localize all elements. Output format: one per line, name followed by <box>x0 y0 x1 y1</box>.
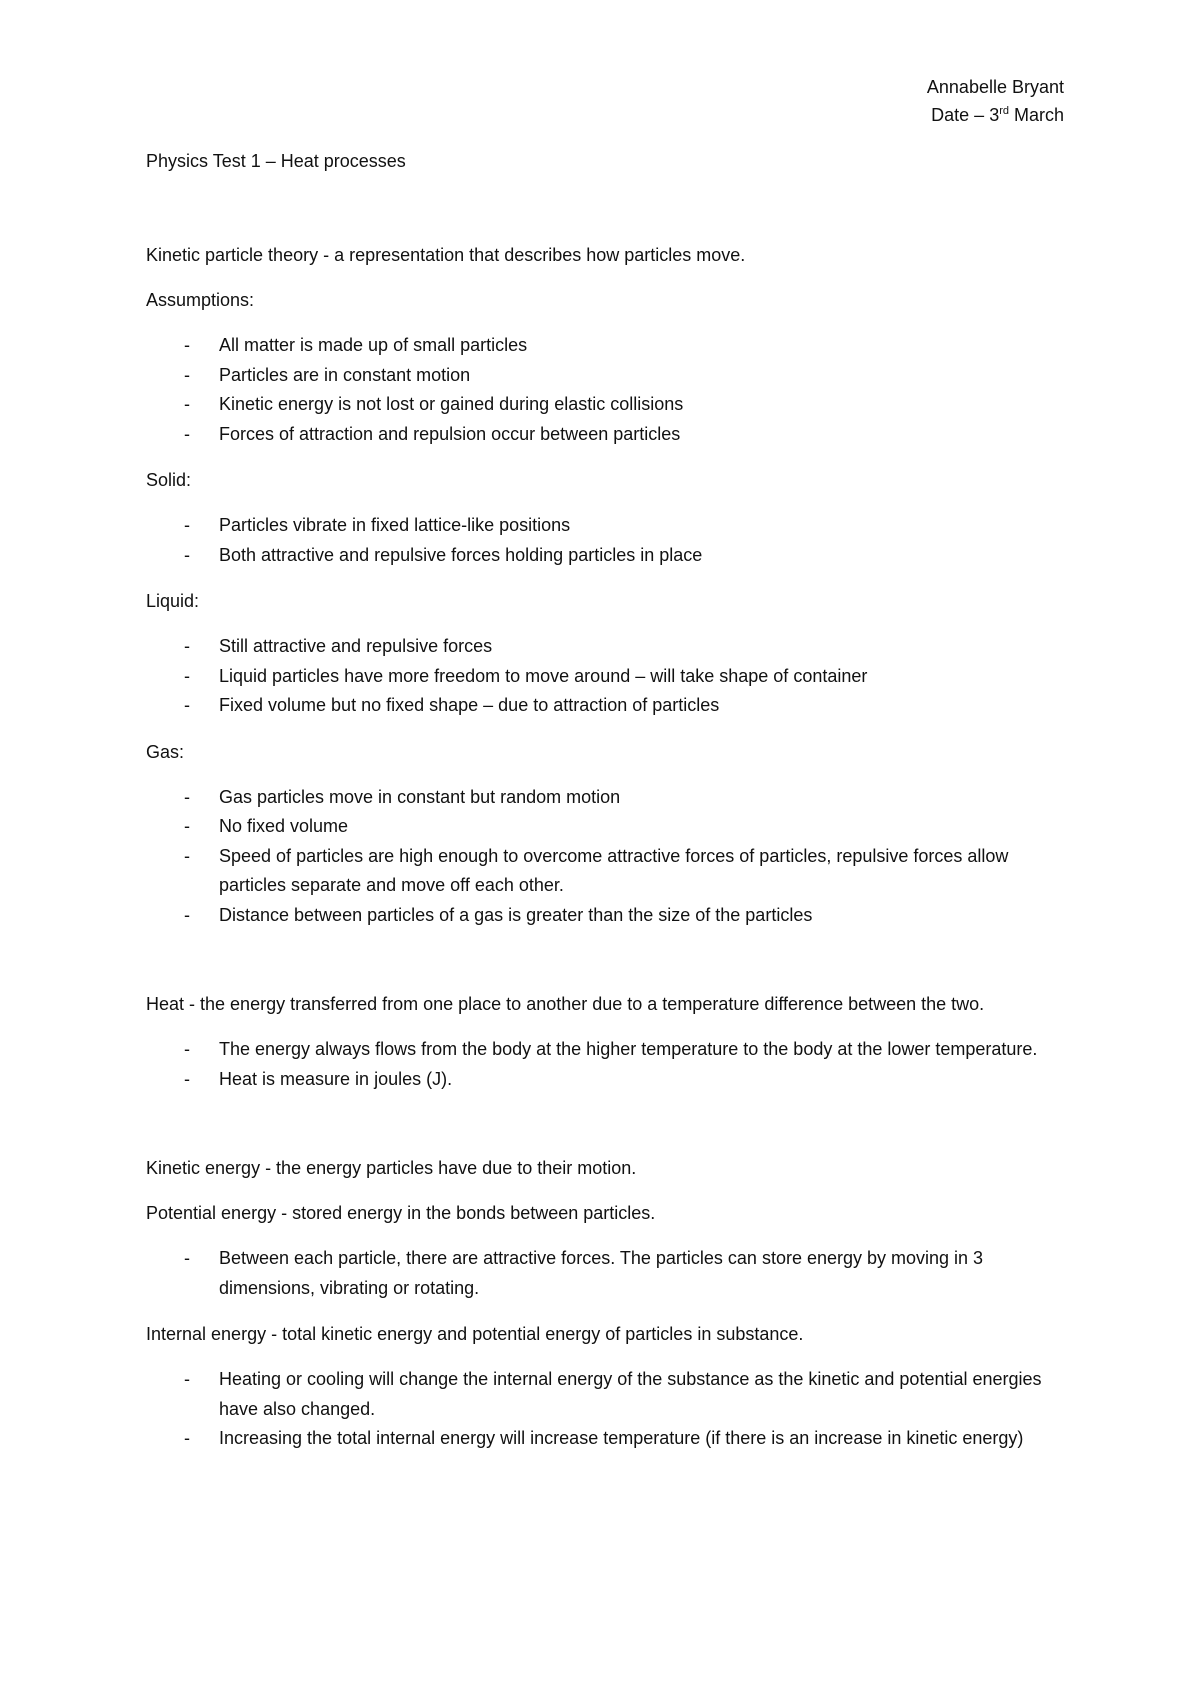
list-item: - Still attractive and repulsive forces <box>146 632 1076 662</box>
list-item: - Liquid particles have more freedom to move around – will take shape of container <box>146 662 1076 692</box>
liquid-list <box>146 632 1076 721</box>
list-item: - Gas particles move in constant but random motion <box>146 783 1076 813</box>
list-item: - Particles are in constant motion <box>146 361 1076 391</box>
list-item: - Speed of particles are high enough to overcome attractive forces of particles, repulsive forces allow particles separate and move off each other. <box>146 842 1076 901</box>
document-body <box>146 147 1076 1471</box>
gas-heading: Gas: <box>146 741 185 762</box>
list-item: - Forces of attraction and repulsion occur between particles <box>146 420 1076 450</box>
document-date <box>927 101 1064 129</box>
list-item: - Fixed volume but no fixed shape – due to attraction of particles <box>146 691 1076 721</box>
list-item: - All matter is made up of small particles <box>146 331 1076 361</box>
date-month: March <box>1008 105 1064 125</box>
heat-definition: Heat - the energy transferred from one place to another due to a temperature difference between the two. <box>146 994 985 1014</box>
date-prefix: Date – 3 <box>931 105 1000 125</box>
assumptions-list <box>146 331 1076 449</box>
potential-energy-definition: Potential energy - stored energy in the bonds between particles. <box>146 1203 656 1223</box>
gas-list <box>146 783 1076 931</box>
internal-energy-list <box>146 1365 1076 1454</box>
list-item: - Particles vibrate in fixed lattice-like positions <box>146 511 1076 541</box>
kinetic-theory-definition: Kinetic particle theory - a representation that describes how particles move. <box>146 245 746 265</box>
potential-energy-list <box>146 1244 1076 1303</box>
liquid-heading: Liquid: <box>146 591 200 611</box>
list-item: - No fixed volume <box>146 812 1076 842</box>
list-item: - Increasing the total internal energy will increase temperature (if there is an increase in kinetic energy) <box>146 1424 1076 1454</box>
document-title: Physics Test 1 – Heat processes <box>146 151 406 171</box>
solid-list <box>146 511 1076 570</box>
list-item: - Both attractive and repulsive forces holding particles in place <box>146 541 1076 571</box>
solid-heading: Solid: <box>146 470 192 490</box>
date-ordinal-suffix: rd <box>999 105 1009 117</box>
document-header <box>927 73 1064 129</box>
kinetic-energy-definition: Kinetic energy - the energy particles have due to their motion. <box>146 1158 637 1178</box>
list-item: - Kinetic energy is not lost or gained during elastic collisions <box>146 390 1076 420</box>
heat-list <box>146 1035 1076 1094</box>
list-item: - Between each particle, there are attractive forces. The particles can store energy by moving in 3 dimensions, vibrating or rotating. <box>146 1244 1076 1303</box>
list-item: - Heat is measure in joules (J). <box>146 1065 1076 1095</box>
list-item: - Distance between particles of a gas is greater than the size of the particles <box>146 901 1076 931</box>
list-item: - Heating or cooling will change the internal energy of the substance as the kinetic and potential energies have also changed. <box>146 1365 1076 1424</box>
author-name: Annabelle Bryant <box>926 77 1064 97</box>
assumptions-heading: Assumptions: <box>146 290 255 310</box>
internal-energy-definition: Internal energy - total kinetic energy and potential energy of particles in substance. <box>146 1324 804 1344</box>
list-item: - The energy always flows from the body at the higher temperature to the body at the lower temperature. <box>146 1035 1076 1065</box>
